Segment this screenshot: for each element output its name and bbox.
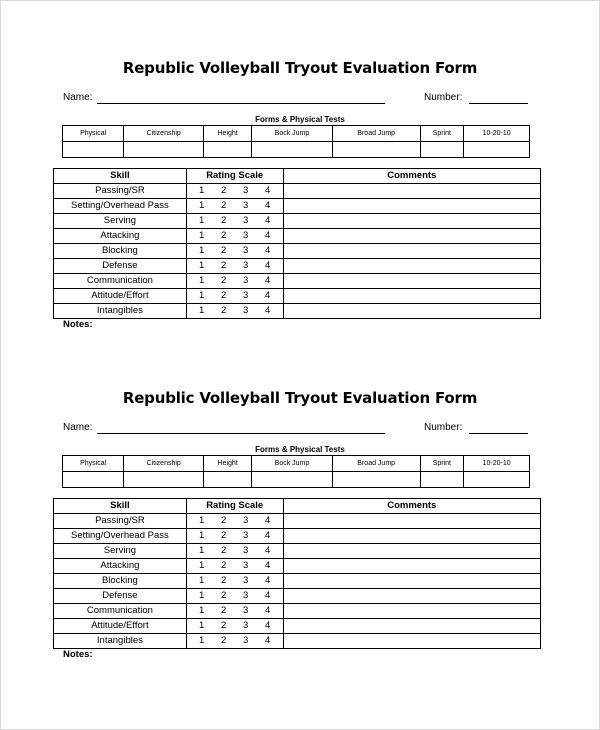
comments-header: Comments xyxy=(283,499,540,514)
skills-header-row xyxy=(54,499,541,514)
name-label: Name: xyxy=(63,422,93,433)
comment-cell[interactable] xyxy=(283,199,540,214)
rating-options xyxy=(186,589,283,604)
skill-name: Communication xyxy=(54,274,187,289)
rating-options xyxy=(186,514,283,529)
rating-option[interactable]: 2 xyxy=(221,575,227,586)
rating-option[interactable]: 4 xyxy=(265,605,271,616)
rating-options xyxy=(186,229,283,244)
rating-option[interactable]: 4 xyxy=(265,245,271,256)
number-field[interactable] xyxy=(469,103,528,104)
rating-options xyxy=(186,604,283,619)
rating-option[interactable]: 3 xyxy=(243,605,249,616)
skill-row xyxy=(54,574,541,589)
rating-option[interactable]: 4 xyxy=(265,230,271,241)
rating-option[interactable]: 1 xyxy=(199,575,205,586)
skill-name: Serving xyxy=(54,544,187,559)
test-result-cell[interactable] xyxy=(464,472,530,488)
skill-name: Passing/SR xyxy=(54,514,187,529)
comment-cell[interactable] xyxy=(283,229,540,244)
rating-option[interactable]: 1 xyxy=(199,245,205,256)
rating-option[interactable]: 1 xyxy=(199,530,205,541)
test-label: Sprint xyxy=(420,126,464,142)
skill-name: Intangibles xyxy=(54,304,187,319)
physical-tests-table xyxy=(62,125,530,158)
rating-options xyxy=(186,244,283,259)
rating-option[interactable]: 2 xyxy=(221,230,227,241)
skill-name: Attitude/Effort xyxy=(54,619,187,634)
rating-option[interactable]: 1 xyxy=(199,230,205,241)
skill-row xyxy=(54,514,541,529)
skill-name: Defense xyxy=(54,589,187,604)
rating-header: Rating Scale xyxy=(186,499,283,514)
skill-row xyxy=(54,259,541,274)
rating-option[interactable]: 2 xyxy=(221,530,227,541)
test-label: Physical xyxy=(63,456,124,472)
rating-option[interactable]: 2 xyxy=(221,290,227,301)
comment-cell[interactable] xyxy=(283,544,540,559)
comment-cell[interactable] xyxy=(283,184,540,199)
rating-option[interactable]: 3 xyxy=(243,590,249,601)
rating-options xyxy=(186,289,283,304)
tests-input-row xyxy=(63,142,530,158)
comment-cell[interactable] xyxy=(283,589,540,604)
test-result-cell[interactable] xyxy=(252,142,333,158)
test-label: Sprint xyxy=(420,456,464,472)
skill-name: Attacking xyxy=(54,229,187,244)
comment-cell[interactable] xyxy=(283,559,540,574)
rating-option[interactable]: 4 xyxy=(265,275,271,286)
skill-header: Skill xyxy=(54,169,187,184)
skill-name: Passing/SR xyxy=(54,184,187,199)
rating-options xyxy=(186,199,283,214)
skill-row xyxy=(54,214,541,229)
number-label: Number: xyxy=(424,92,463,103)
rating-option[interactable]: 4 xyxy=(265,290,271,301)
skill-name: Blocking xyxy=(54,574,187,589)
comment-cell[interactable] xyxy=(283,619,540,634)
rating-option[interactable]: 4 xyxy=(265,185,271,196)
comment-cell[interactable] xyxy=(283,604,540,619)
rating-option[interactable]: 1 xyxy=(199,185,205,196)
rating-option[interactable]: 2 xyxy=(221,245,227,256)
rating-option[interactable]: 3 xyxy=(243,560,249,571)
tests-header-row xyxy=(63,456,530,472)
rating-option[interactable]: 2 xyxy=(221,605,227,616)
test-result-cell[interactable] xyxy=(464,142,530,158)
name-field[interactable] xyxy=(97,103,385,104)
rating-option[interactable]: 1 xyxy=(199,215,205,226)
rating-option[interactable]: 2 xyxy=(221,185,227,196)
skill-row xyxy=(54,229,541,244)
skill-name: Blocking xyxy=(54,244,187,259)
physical-tests-table xyxy=(62,455,530,488)
skill-name: Attitude/Effort xyxy=(54,289,187,304)
rating-option[interactable]: 2 xyxy=(221,305,227,316)
skill-name: Attacking xyxy=(54,559,187,574)
rating-options xyxy=(186,634,283,649)
comment-cell[interactable] xyxy=(283,574,540,589)
skill-header: Skill xyxy=(54,499,187,514)
name-label: Name: xyxy=(63,92,93,103)
rating-option[interactable]: 3 xyxy=(243,545,249,556)
rating-header: Rating Scale xyxy=(186,169,283,184)
rating-options xyxy=(186,544,283,559)
skill-row xyxy=(54,559,541,574)
rating-option[interactable]: 2 xyxy=(221,635,227,646)
rating-option[interactable]: 4 xyxy=(265,545,271,556)
rating-options xyxy=(186,214,283,229)
test-result-cell[interactable] xyxy=(204,472,252,488)
number-field[interactable] xyxy=(469,433,528,434)
rating-option[interactable]: 3 xyxy=(243,245,249,256)
test-label: Bock Jump xyxy=(252,126,333,142)
rating-option[interactable]: 3 xyxy=(243,305,249,316)
rating-option[interactable]: 1 xyxy=(199,605,205,616)
skill-row xyxy=(54,184,541,199)
rating-option[interactable]: 4 xyxy=(265,305,271,316)
skill-row xyxy=(54,274,541,289)
skill-row xyxy=(54,634,541,649)
rating-options xyxy=(186,529,283,544)
test-result-cell[interactable] xyxy=(63,142,124,158)
rating-option[interactable]: 3 xyxy=(243,230,249,241)
test-label: Citizenship xyxy=(124,456,204,472)
skills-table xyxy=(53,168,541,319)
name-field[interactable] xyxy=(97,433,385,434)
rating-option[interactable]: 3 xyxy=(243,515,249,526)
rating-option[interactable]: 4 xyxy=(265,620,271,631)
skill-name: Setting/Overhead Pass xyxy=(54,199,187,214)
form-title: Republic Volleyball Tryout Evaluation Form xyxy=(122,389,478,407)
skill-row xyxy=(54,589,541,604)
tests-header-row xyxy=(63,126,530,142)
comment-cell[interactable] xyxy=(283,634,540,649)
rating-option[interactable]: 1 xyxy=(199,305,205,316)
evaluation-form xyxy=(0,0,600,330)
skill-row xyxy=(54,289,541,304)
test-result-cell[interactable] xyxy=(420,472,464,488)
form-title: Republic Volleyball Tryout Evaluation Form xyxy=(122,59,478,77)
rating-option[interactable]: 3 xyxy=(243,275,249,286)
rating-option[interactable]: 3 xyxy=(243,290,249,301)
skill-row xyxy=(54,619,541,634)
skill-name: Defense xyxy=(54,259,187,274)
rating-option[interactable]: 2 xyxy=(221,200,227,211)
rating-options xyxy=(186,619,283,634)
rating-option[interactable]: 4 xyxy=(265,560,271,571)
test-label: Height xyxy=(204,456,252,472)
test-label: 10-20-10 xyxy=(464,126,530,142)
rating-option[interactable]: 2 xyxy=(221,515,227,526)
rating-option[interactable]: 2 xyxy=(221,260,227,271)
test-result-cell[interactable] xyxy=(332,472,420,488)
rating-option[interactable]: 3 xyxy=(243,530,249,541)
rating-option[interactable]: 2 xyxy=(221,560,227,571)
comment-cell[interactable] xyxy=(283,259,540,274)
test-result-cell[interactable] xyxy=(63,472,124,488)
rating-options xyxy=(186,259,283,274)
rating-option[interactable]: 1 xyxy=(199,620,205,631)
test-result-cell[interactable] xyxy=(124,142,204,158)
rating-option[interactable]: 1 xyxy=(199,590,205,601)
rating-option[interactable]: 1 xyxy=(199,515,205,526)
comment-cell[interactable] xyxy=(283,214,540,229)
test-result-cell[interactable] xyxy=(420,142,464,158)
rating-option[interactable]: 1 xyxy=(199,560,205,571)
rating-option[interactable]: 4 xyxy=(265,530,271,541)
evaluation-form xyxy=(0,330,600,660)
skill-row xyxy=(54,244,541,259)
test-result-cell[interactable] xyxy=(332,142,420,158)
test-label: Broad Jump xyxy=(332,456,420,472)
rating-option[interactable]: 4 xyxy=(265,260,271,271)
skill-name: Setting/Overhead Pass xyxy=(54,529,187,544)
comment-cell[interactable] xyxy=(283,244,540,259)
test-label: Height xyxy=(204,126,252,142)
rating-option[interactable]: 3 xyxy=(243,260,249,271)
rating-option[interactable]: 3 xyxy=(243,185,249,196)
rating-option[interactable]: 3 xyxy=(243,215,249,226)
rating-option[interactable]: 4 xyxy=(265,200,271,211)
tests-title: Forms & Physical Tests xyxy=(255,115,345,124)
skills-header-row xyxy=(54,169,541,184)
comments-header: Comments xyxy=(283,169,540,184)
skill-row xyxy=(54,529,541,544)
rating-option[interactable]: 2 xyxy=(221,545,227,556)
test-result-cell[interactable] xyxy=(252,472,333,488)
test-result-cell[interactable] xyxy=(124,472,204,488)
number-label: Number: xyxy=(424,422,463,433)
comment-cell[interactable] xyxy=(283,529,540,544)
rating-option[interactable]: 2 xyxy=(221,275,227,286)
skill-name: Intangibles xyxy=(54,634,187,649)
test-label: Bock Jump xyxy=(252,456,333,472)
rating-option[interactable]: 2 xyxy=(221,590,227,601)
rating-option[interactable]: 4 xyxy=(265,515,271,526)
rating-option[interactable]: 3 xyxy=(243,200,249,211)
rating-option[interactable]: 1 xyxy=(199,200,205,211)
notes-label: Notes: xyxy=(63,649,93,660)
rating-option[interactable]: 2 xyxy=(221,215,227,226)
rating-options xyxy=(186,274,283,289)
skills-table xyxy=(53,498,541,649)
rating-options xyxy=(186,574,283,589)
rating-option[interactable]: 1 xyxy=(199,635,205,646)
rating-option[interactable]: 3 xyxy=(243,620,249,631)
rating-option[interactable]: 3 xyxy=(243,575,249,586)
rating-option[interactable]: 4 xyxy=(265,635,271,646)
comment-cell[interactable] xyxy=(283,304,540,319)
rating-option[interactable]: 4 xyxy=(265,575,271,586)
notes-label: Notes: xyxy=(63,319,93,330)
skill-row xyxy=(54,199,541,214)
rating-options xyxy=(186,559,283,574)
tests-title: Forms & Physical Tests xyxy=(255,445,345,454)
test-label: Physical xyxy=(63,126,124,142)
skill-name: Communication xyxy=(54,604,187,619)
test-label: 10-20-10 xyxy=(464,456,530,472)
rating-option[interactable]: 1 xyxy=(199,275,205,286)
test-label: Broad Jump xyxy=(332,126,420,142)
comment-cell[interactable] xyxy=(283,289,540,304)
rating-option[interactable]: 2 xyxy=(221,620,227,631)
rating-options xyxy=(186,184,283,199)
rating-option[interactable]: 3 xyxy=(243,635,249,646)
rating-options xyxy=(186,304,283,319)
rating-option[interactable]: 1 xyxy=(199,545,205,556)
rating-option[interactable]: 4 xyxy=(265,215,271,226)
skill-name: Serving xyxy=(54,214,187,229)
test-result-cell[interactable] xyxy=(204,142,252,158)
rating-option[interactable]: 1 xyxy=(199,260,205,271)
comment-cell[interactable] xyxy=(283,274,540,289)
test-label: Citizenship xyxy=(124,126,204,142)
rating-option[interactable]: 1 xyxy=(199,290,205,301)
skill-row xyxy=(54,544,541,559)
comment-cell[interactable] xyxy=(283,514,540,529)
tests-input-row xyxy=(63,472,530,488)
rating-option[interactable]: 4 xyxy=(265,590,271,601)
skill-row xyxy=(54,304,541,319)
skill-row xyxy=(54,604,541,619)
